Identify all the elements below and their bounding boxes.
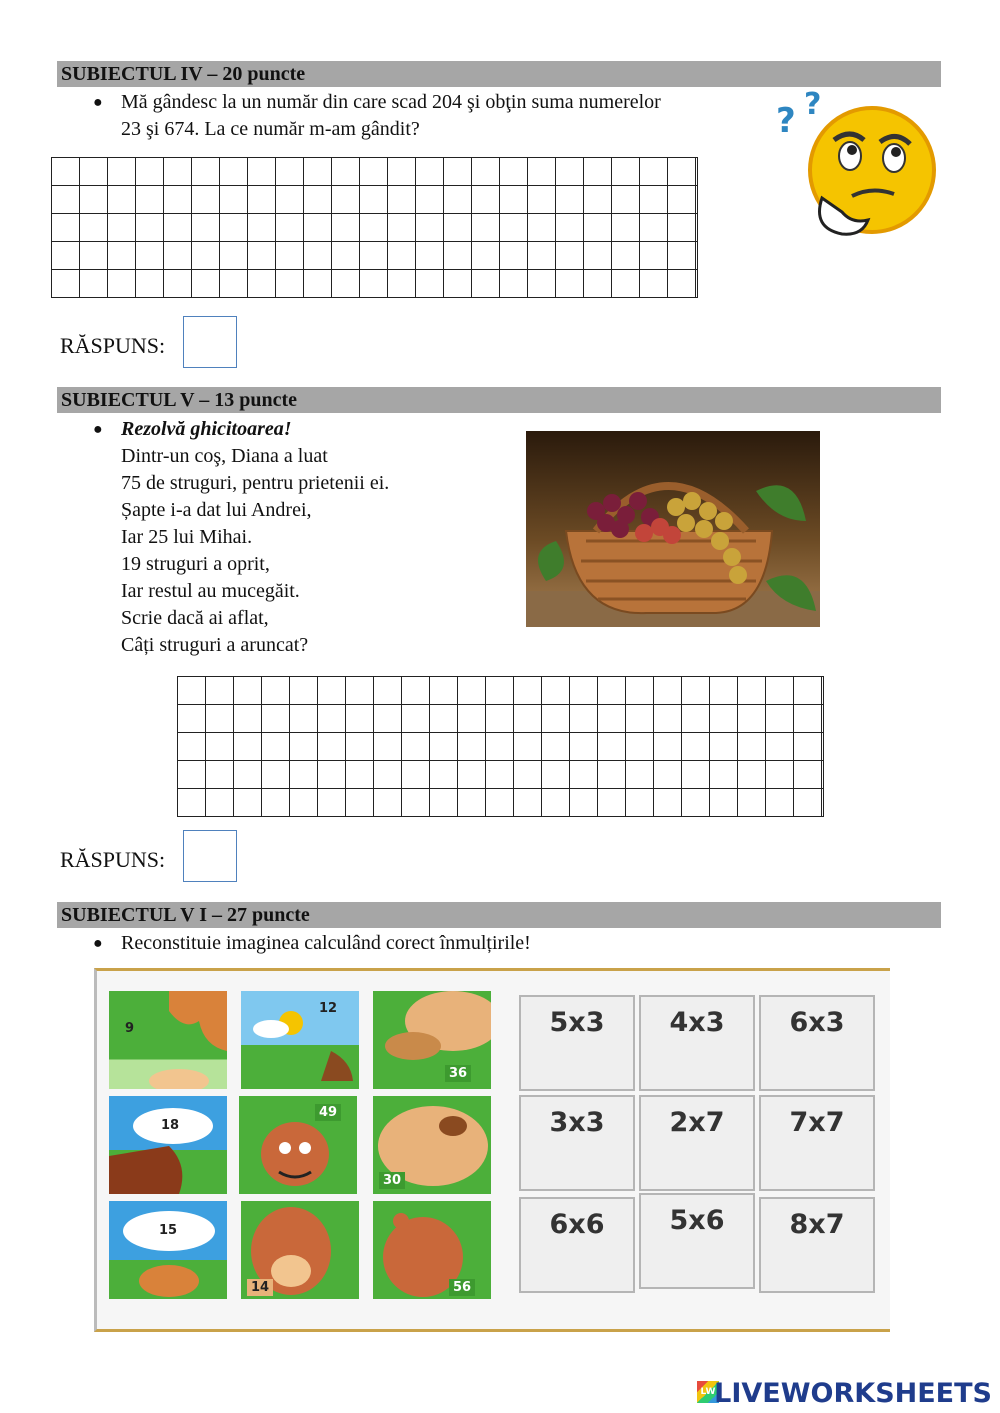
puzzle-cell[interactable]: 4x3 xyxy=(639,995,755,1091)
tile-number: 49 xyxy=(315,1104,341,1121)
riddle-line: Scrie dacă ai aflat, xyxy=(121,607,269,629)
dog-piece-icon xyxy=(109,991,227,1089)
tile-number: 30 xyxy=(379,1172,405,1189)
instruction-text: Reconstituie imaginea calculând corect înmulțirile! xyxy=(121,932,531,954)
svg-text:?: ? xyxy=(776,101,796,141)
question-line-2: 23 şi 674. La ce număr m-am gândit? xyxy=(121,118,420,140)
puzzle-tile[interactable] xyxy=(373,1201,491,1299)
riddle-line: 19 struguri a oprit, xyxy=(121,553,270,575)
tile-number: 14 xyxy=(247,1279,273,1296)
work-grid-2[interactable] xyxy=(177,676,824,817)
answer-box-1[interactable] xyxy=(183,316,237,368)
question-line-1: Mă gândesc la un număr din care scad 204 şi obţin suma numerelor xyxy=(121,91,661,113)
bullet-icon: ● xyxy=(93,94,103,111)
puzzle-tile[interactable] xyxy=(109,991,227,1089)
riddle-block xyxy=(93,416,521,659)
puzzle-board xyxy=(94,968,890,1332)
cloud-dog-icon xyxy=(109,1201,227,1299)
riddle-title: Rezolvă ghicitoarea! xyxy=(121,418,292,440)
answer-label-2: RĂSPUNS: xyxy=(60,847,166,872)
dog-piece-icon xyxy=(109,1096,227,1194)
riddle-line: Câți struguri a aruncat? xyxy=(121,634,309,656)
tile-number: 9 xyxy=(125,1021,135,1036)
puzzle-cell[interactable]: 5x6 xyxy=(639,1193,755,1289)
section-6-instruction xyxy=(93,930,821,957)
tile-number: 15 xyxy=(159,1223,178,1238)
answer-box-2[interactable] xyxy=(183,830,237,882)
bullet-icon: ● xyxy=(93,935,103,952)
tile-number: 36 xyxy=(445,1065,471,1082)
work-grid-1[interactable] xyxy=(51,157,698,298)
puzzle-tile[interactable] xyxy=(373,991,491,1089)
section-4-question xyxy=(93,89,771,143)
tile-number: 12 xyxy=(319,1001,338,1016)
riddle-line: Iar 25 lui Mihai. xyxy=(121,526,253,548)
puzzle-tile[interactable] xyxy=(241,1201,359,1299)
riddle-line: 75 de struguri, pentru prietenii ei. xyxy=(121,472,390,494)
tile-number: 18 xyxy=(161,1118,180,1133)
svg-text:?: ? xyxy=(804,88,822,122)
puzzle-tile[interactable] xyxy=(109,1201,227,1299)
riddle-line: Iar restul au mucegăit. xyxy=(121,580,300,602)
answer-label-1: RĂSPUNS: xyxy=(60,333,166,358)
sun-cloud-icon xyxy=(241,991,359,1089)
liveworksheets-logo[interactable]: LIVEWORKSHEETS xyxy=(714,1378,992,1409)
grape-basket-image xyxy=(526,431,820,627)
puzzle-cell[interactable]: 7x7 xyxy=(759,1095,875,1191)
puzzle-cell[interactable]: 5x3 xyxy=(519,995,635,1091)
section-5-header: SUBIECTUL V – 13 puncte xyxy=(57,387,941,413)
thinking-face-image xyxy=(772,88,940,240)
section-4-header: SUBIECTUL IV – 20 puncte xyxy=(57,61,941,87)
puzzle-cell[interactable]: 2x7 xyxy=(639,1095,755,1191)
riddle-line: Șapte i-a dat lui Andrei, xyxy=(121,499,312,521)
tile-number: 56 xyxy=(449,1279,475,1296)
riddle-line: Dintr-un coş, Diana a luat xyxy=(121,445,328,467)
puzzle-tile[interactable] xyxy=(239,1096,357,1194)
bullet-icon: ● xyxy=(93,421,103,438)
puzzle-cell[interactable]: 6x6 xyxy=(519,1197,635,1293)
puzzle-cell[interactable]: 3x3 xyxy=(519,1095,635,1191)
liveworksheets-logo-icon: LW xyxy=(697,1381,719,1403)
puzzle-cell[interactable]: 6x3 xyxy=(759,995,875,1091)
puzzle-tile[interactable] xyxy=(373,1096,491,1194)
puzzle-tile[interactable] xyxy=(109,1096,227,1194)
dog-piece-icon xyxy=(373,991,491,1089)
section-6-header: SUBIECTUL V I – 27 puncte xyxy=(57,902,941,928)
puzzle-cell[interactable]: 8x7 xyxy=(759,1197,875,1293)
puzzle-tile[interactable] xyxy=(241,991,359,1089)
